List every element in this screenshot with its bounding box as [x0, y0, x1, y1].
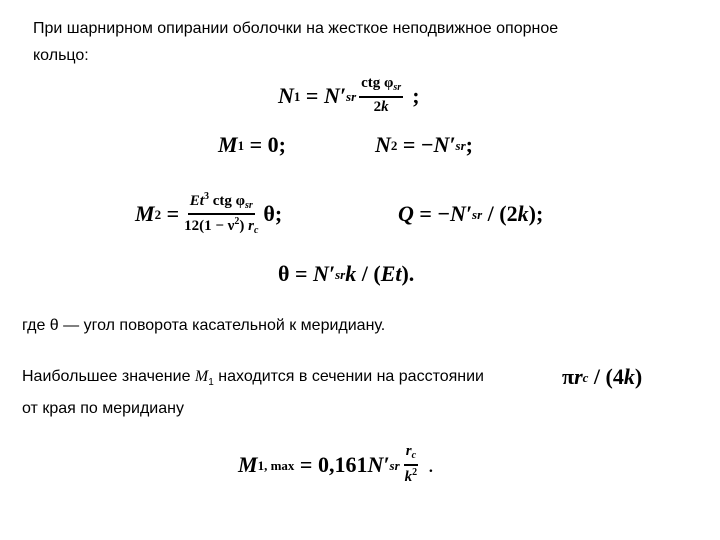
where-text: где θ — угол поворота касательной к меридиану.	[22, 317, 386, 334]
intro-line-1: При шарнирном опирании оболочки на жесткое неподвижное опорное	[33, 20, 559, 37]
formula-n1: N 1 = N′ sr $\frac{ctg \varphi_{sr}}{2k}$ ;	[278, 75, 420, 115]
formula-q: Q = − N′ sr / (2 k );	[398, 201, 544, 226]
max-value-text: Наибольшее значение $M_1$ находится в сечении на расстоянии	[22, 368, 484, 389]
formula-distance: π r c / (4 k )	[562, 364, 643, 389]
formula-m1: M 1 = 0;	[218, 132, 286, 157]
formula-m2: M 2 = $\frac{Et^3 ctg \varphi_{sr}}{12(1 - \nu^2) r_c}$ θ;	[135, 190, 283, 236]
intro-line-2: кольцо:	[33, 47, 89, 64]
formula-m1-max: M 1, max = 0,161 N′ sr $\frac{r_c}{k^2}$ .	[238, 443, 434, 485]
formula-theta: θ = N′ sr k / ( Et ).	[278, 261, 415, 286]
edge-text: от края по меридиану	[22, 400, 184, 417]
formula-n2: N 2 = − N′ sr ;	[375, 132, 473, 157]
